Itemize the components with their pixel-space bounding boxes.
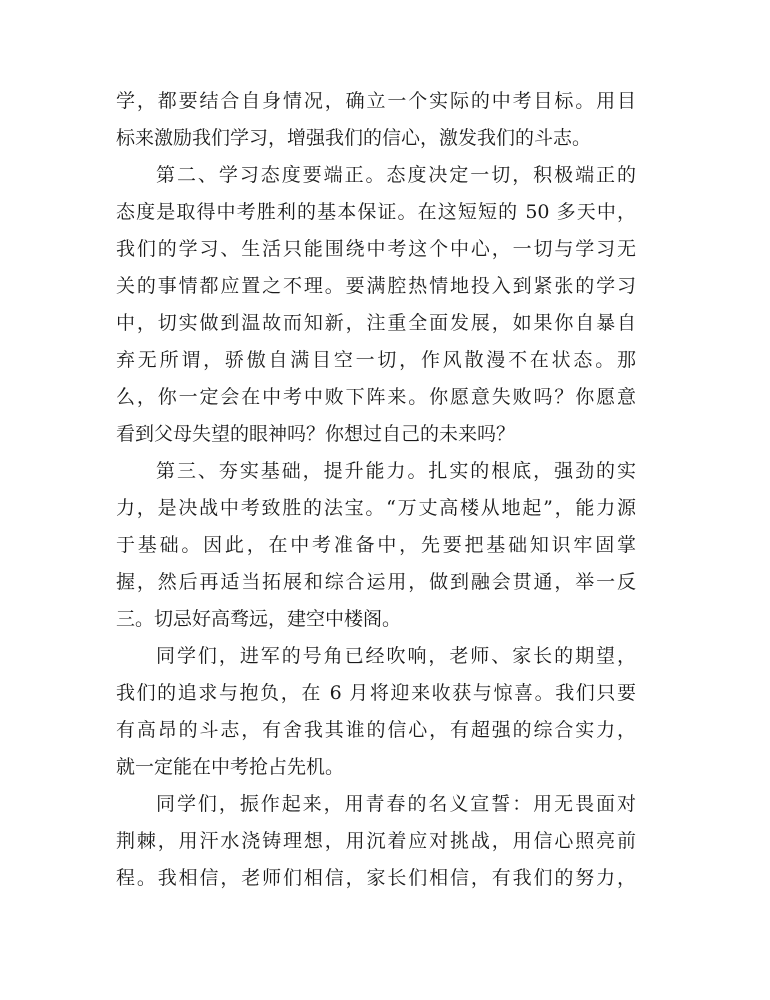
text-line: 同学们，振作起来，用青春的名义宣誓：用无畏面对 <box>156 793 636 815</box>
text-line: 看到父母失望的眼神吗？你想过自己的未来吗？ <box>116 423 516 445</box>
paragraph <box>116 453 636 638</box>
text-line: 中，切实做到温故而知新，注重全面发展，如果你自暴自 <box>116 312 636 334</box>
text-line: 就一定能在中考抢占先机。 <box>116 756 345 778</box>
text-line: 学，都要结合自身情况，确立一个实际的中考目标。用目 <box>116 90 636 112</box>
paragraph <box>116 638 636 786</box>
text-line: 第三、夯实基础，提升能力。扎实的根底，强劲的实 <box>156 460 636 482</box>
text-line: 第二、学习态度要端正。态度决定一切，积极端正的 <box>156 164 636 186</box>
text-line: 我们的追求与抱负，在 6 月将迎来收获与惊喜。我们只要 <box>116 682 636 704</box>
text-line: 握，然后再适当拓展和综合运用，做到融会贯通，举一反 <box>116 571 636 593</box>
paragraph <box>116 83 636 157</box>
document-body <box>116 83 636 897</box>
text-line: 力，是决战中考致胜的法宝。“万丈高楼从地起”，能力源 <box>116 497 636 519</box>
text-line: 程。我相信，老师们相信，家长们相信，有我们的努力， <box>116 867 636 889</box>
text-line: 弃无所谓，骄傲自满目空一切，作风散漫不在状态。那 <box>116 349 636 371</box>
text-line: 于基础。因此，在中考准备中，先要把基础知识牢固掌 <box>116 534 636 556</box>
paragraph <box>116 157 636 453</box>
paragraph <box>116 786 636 897</box>
text-line: 同学们，进军的号角已经吹响，老师、家长的期望， <box>156 645 636 667</box>
text-line: 荆棘，用汗水浇铸理想，用沉着应对挑战，用信心照亮前 <box>116 830 636 852</box>
text-line: 有高昂的斗志，有舍我其谁的信心，有超强的综合实力， <box>116 719 636 741</box>
text-line: 态度是取得中考胜利的基本保证。在这短短的 50 多天中， <box>116 201 636 223</box>
text-line: 么，你一定会在中考中败下阵来。你愿意失败吗？你愿意 <box>116 386 636 408</box>
text-line: 标来激励我们学习，增强我们的信心，激发我们的斗志。 <box>116 127 592 149</box>
text-line: 我们的学习、生活只能围绕中考这个中心，一切与学习无 <box>116 238 636 260</box>
text-line: 三。切忌好高骛远，建空中楼阁。 <box>116 608 402 630</box>
text-line: 关的事情都应置之不理。要满腔热情地投入到紧张的学习 <box>116 275 636 297</box>
